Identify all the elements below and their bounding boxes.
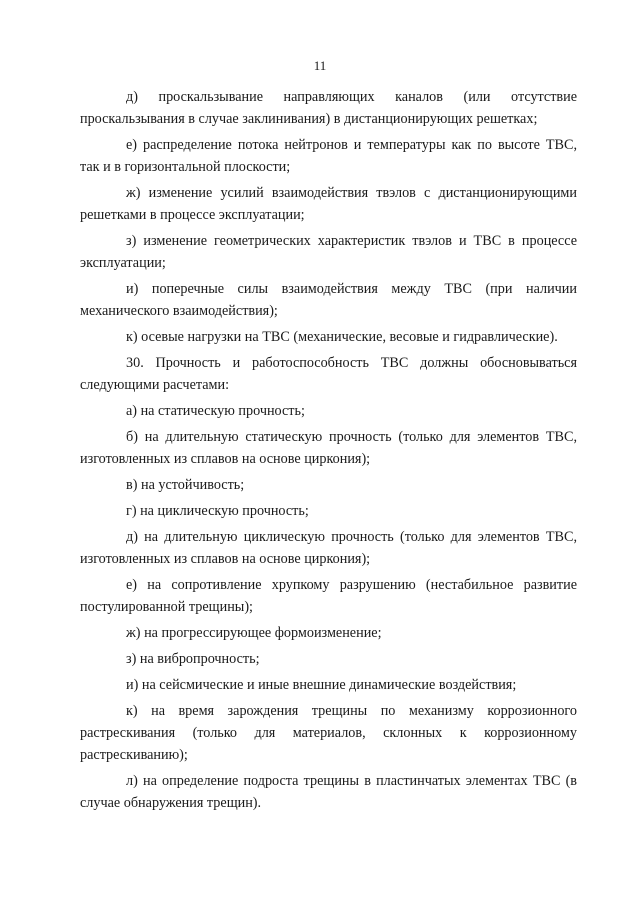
paragraph-30-strength: 30. Прочность и работоспособность ТВС должны обосновываться следующими расчетами: xyxy=(80,355,577,393)
paragraph-d-long-cyclic: д) на длительную циклическую прочность (только для элементов ТВС, изготовленных из сплавов на основе циркония); xyxy=(80,529,577,567)
paragraph-e-flux: е) распределение потока нейтронов и температуры как по высоте ТВС, так и в горизонтальной плоскости; xyxy=(80,137,577,175)
page-number: 11 xyxy=(313,58,327,73)
paragraph-z-vibration: з) на вибропрочность; xyxy=(126,651,260,667)
paragraph-i-seismic: и) на сейсмические и иные внешние динамические воздействия; xyxy=(126,677,517,693)
paragraph-k-axial: к) осевые нагрузки на ТВС (механические, весовые и гидравлические). xyxy=(126,329,558,345)
paragraph-b-long-static: б) на длительную статическую прочность (только для элементов ТВС, изготовленных из сплавов на основе циркония); xyxy=(80,429,577,467)
paragraph-zh-forces: ж) изменение усилий взаимодействия твэлов с дистанционирующими решетками в процессе эксплуатации; xyxy=(80,185,577,223)
paragraph-zh-ratcheting: ж) на прогрессирующее формоизменение; xyxy=(126,625,382,641)
paragraph-l-crack-growth: л) на определение подроста трещины в пластинчатых элементах ТВС (в случае обнаружения трещин). xyxy=(80,773,577,811)
paragraph-z-geometry: з) изменение геометрических характеристик твэлов и ТВС в процессе эксплуатации; xyxy=(80,233,577,271)
paragraph-d-slip: д) проскальзывание направляющих каналов (или отсутствие проскальзывания в случае заклинивания) в дистанционирующих решетках; xyxy=(80,89,577,127)
paragraph-v-stability: в) на устойчивость; xyxy=(126,477,245,493)
paragraph-e-brittle: е) на сопротивление хрупкому разрушению (нестабильное развитие постулированной трещины); xyxy=(80,577,577,615)
paragraph-g-cyclic: г) на циклическую прочность; xyxy=(126,503,309,519)
paragraph-a-static: а) на статическую прочность; xyxy=(126,403,305,419)
document-body xyxy=(80,86,577,818)
paragraph-k-corrosion: к) на время зарождения трещины по механизму коррозионного растрескивания (только для материалов, склонных к коррозионному растрескиванию); xyxy=(80,703,577,763)
paragraph-i-lateral: и) поперечные силы взаимодействия между ТВС (при наличии механического взаимодействия); xyxy=(80,281,577,319)
